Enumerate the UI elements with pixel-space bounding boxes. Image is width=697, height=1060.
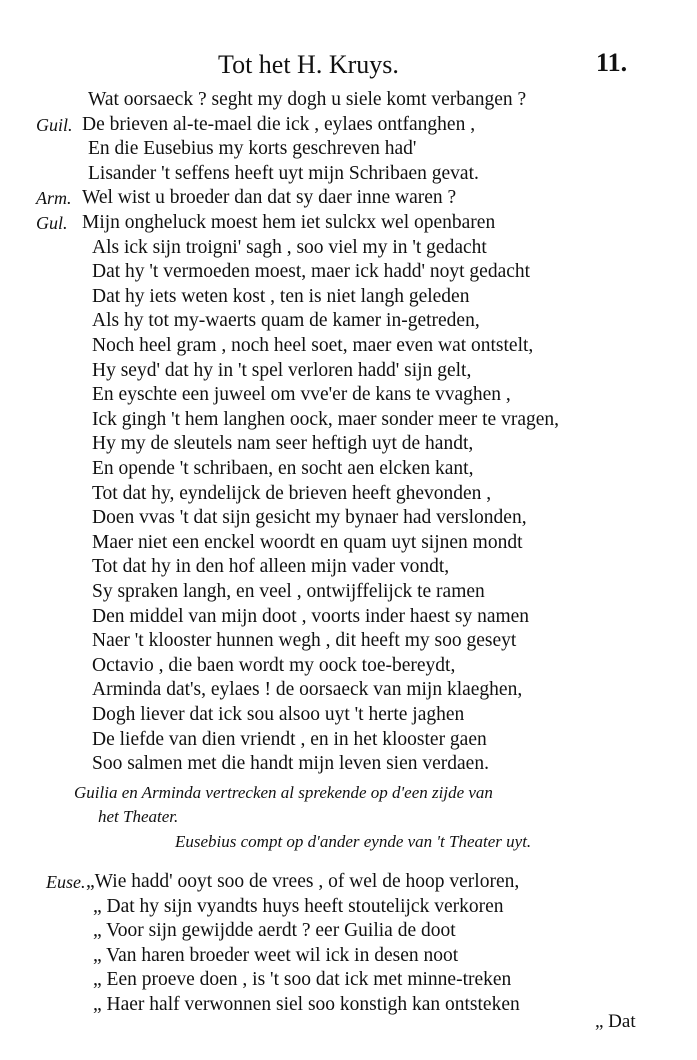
stage-direction: Guilia en Arminda vertrecken al sprekende op d'een zijde van [74, 783, 493, 802]
verse-line: Hy seyd' dat hy in 't spel verloren hadd' sijn gelt, [92, 359, 472, 381]
verse-line: Wat oorsaeck ? seght my dogh u siele komt verbangen ? [88, 89, 527, 110]
verse-line: De liefde van dien vriendt , en in het klooster gaen [92, 728, 487, 750]
verse-line: „ Een proeve doen , is 't soo dat ick met minne-treken [93, 969, 512, 991]
verse-line: Mijn ongheluck moest hem iet sulckx wel openbaren [82, 212, 496, 233]
running-title: Tot het H. Kruys. [218, 50, 399, 79]
verse-line: Arminda dat's, eylaes ! de oorsaeck van mijn klaeghen, [92, 679, 523, 701]
verse-line: Maer niet een enckel woordt en quam uyt sijnen mondt [92, 531, 523, 553]
verse-line: Tot dat hy in den hof alleen mijn vader vondt, [92, 556, 450, 578]
verse-line: Octavio , die baen wordt my oock toe-bereydt, [92, 654, 456, 676]
speaker-label: Gul. [36, 213, 68, 233]
page-number: 11. [596, 48, 628, 77]
verse-line: Naer 't klooster hunnen wegh , dit heeft my soo geseyt [92, 630, 517, 652]
verse-line: Lisander 't seffens heeft uyt mijn Schribaen gevat. [88, 162, 479, 184]
verse-line: En opende 't schribaen, en socht aen elcken kant, [92, 458, 474, 479]
verse-line: Als ick sijn troigni' sagh , soo viel my in 't gedacht [92, 236, 487, 258]
speaker-label: Arm. [36, 188, 72, 209]
verse-line: Sy spraken langh, en veel , ontwijffelijck te ramen [92, 581, 485, 602]
verse-line: Ick gingh 't hem langhen oock, maer sonder meer te vragen, [92, 408, 560, 430]
stage-direction: het Theater. [98, 807, 179, 826]
verse-line: En eyschte een juweel om vve'er de kans te vvaghen , [92, 384, 511, 406]
catchword: „ Dat [595, 1011, 636, 1032]
verse-line: „ Van haren broeder weet wil ick in desen noot [93, 944, 459, 966]
stage-direction: Eusebius compt op d'ander eynde van 't Theater uyt. [175, 832, 532, 851]
verse-line: Hy my de sleutels nam seer heftigh uyt de handt, [92, 433, 474, 455]
verse-line: Dogh liever dat ick sou alsoo uyt 't herte jaghen [92, 704, 465, 725]
verse-line: „ Dat hy sijn vyandts huys heeft stoutelijck verkoren [93, 895, 504, 917]
speaker-label: Euse. [46, 872, 86, 892]
verse-line: Den middel van mijn doot , voorts inder haest sy namen [92, 605, 530, 627]
verse-line: Soo salmen met die handt mijn leven sien verdaen. [92, 753, 489, 775]
verse-line: Dat hy iets weten kost , ten is niet langh geleden [92, 285, 470, 307]
verse-line: Noch heel gram , noch heel soet, maer even wat ontstelt, [92, 335, 534, 356]
verse-line: „ Voor sijn gewijdde aerdt ? eer Guilia de doot [93, 920, 456, 942]
speaker-label: Guil. [36, 114, 73, 135]
verse-line: En die Eusebius my korts geschreven had' [88, 138, 417, 160]
verse-line: Doen vvas 't dat sijn gesicht my bynaer had verslonden, [92, 507, 527, 529]
verse-line: De brieven al-te-mael die ick , eylaes ontfanghen , [82, 113, 476, 135]
verse-line: Dat hy 't vermoeden moest, maer ick hadd' noyt gedacht [92, 261, 531, 283]
verse-line: „ Haer half verwonnen siel soo konstigh kan ontsteken [93, 994, 520, 1015]
verse-line: Tot dat hy, eyndelijck de brieven heeft ghevonden , [92, 482, 492, 504]
verse-line: Wel wist u broeder dan dat sy daer inne waren ? [82, 187, 457, 209]
page-header [0, 48, 697, 88]
verse-line: Als hy tot my-waerts quam de kamer in-getreden, [92, 310, 480, 332]
verse-line: „Wie hadd' ooyt soo de vrees , of wel de hoop verloren, [86, 871, 520, 892]
